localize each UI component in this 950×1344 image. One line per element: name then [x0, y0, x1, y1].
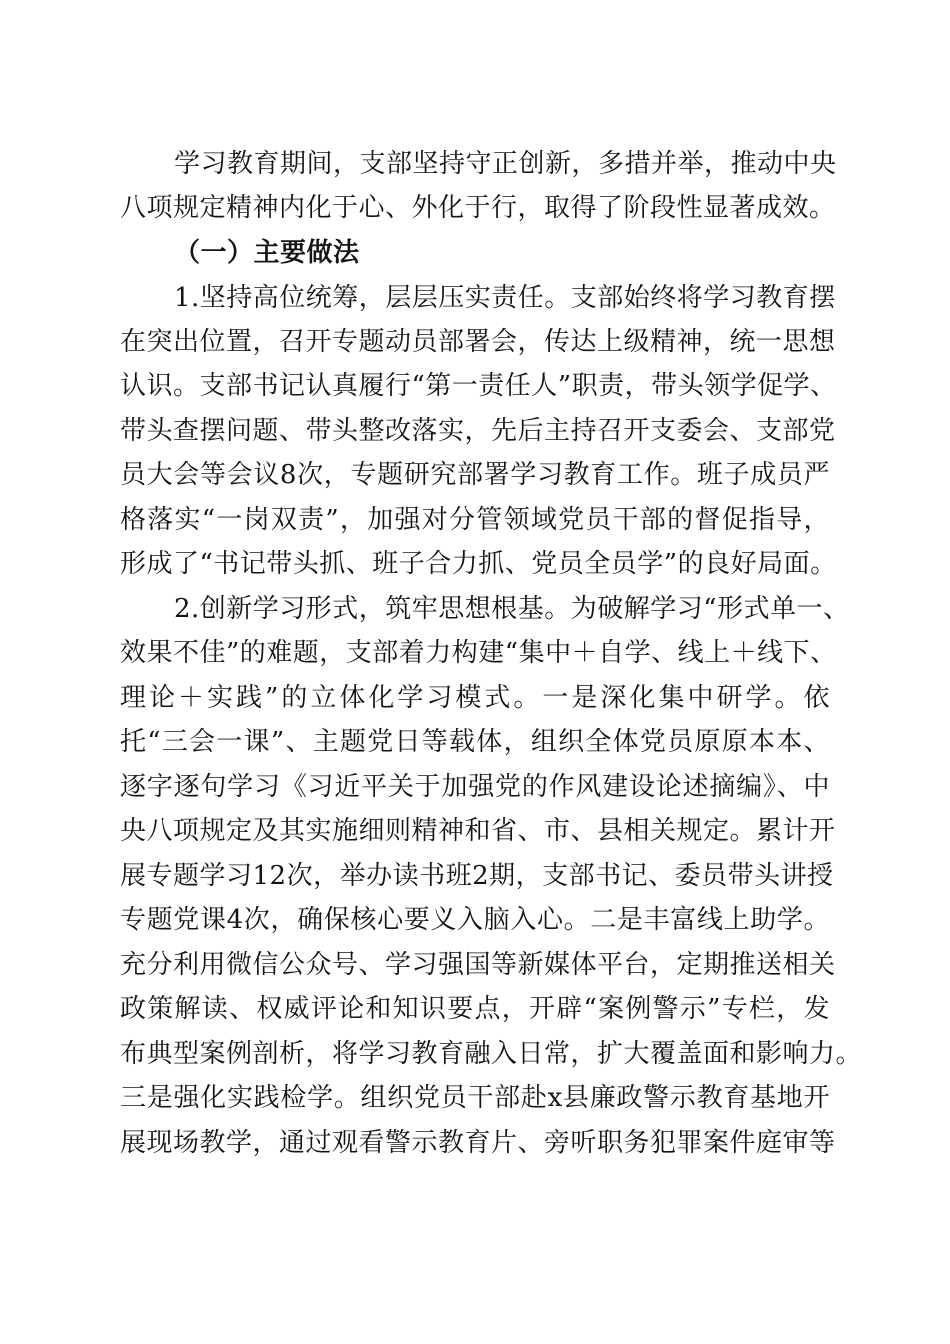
paragraph-2-line-2: 在突出位置，召开专题动员部署会，传达上级精神，统一思想 [120, 327, 836, 357]
paragraph-2-line-4: 带头查摆问题、带头整改落实，先后主持召开支委会、支部党 [120, 416, 836, 446]
section-heading: （一）主要做法 [174, 238, 360, 268]
paragraph-3-line-9: 充分利用微信公众号、学习强国等新媒体平台，定期推送相关 [120, 950, 836, 980]
paragraph-3-line-4: 托“三会一课”、主题党日等载体，组织全体党员原原本本、 [120, 727, 830, 757]
paragraph-3-line-8: 专题党课4次，确保核心要义入脑入心。二是丰富线上助学。 [120, 905, 830, 935]
paragraph-3-line-2: 效果不佳”的难题，支部着力构建“集中＋自学、线上＋线下、 [120, 638, 837, 668]
paragraph-3-line-5: 逐字逐句学习《习近平关于加强党的作风建设论述摘编》、中 [120, 772, 830, 802]
paragraph-3-line-3: 理论＋实践”的立体化学习模式。一是深化集中研学。依 [120, 683, 830, 713]
paragraph-2-line-7: 形成了“书记带头抓、班子合力抓、党员全员学”的良好局面。 [120, 549, 837, 579]
paragraph-3-line-11: 布典型案例剖析，将学习教育融入日常，扩大覆盖面和影响力。 [120, 1039, 863, 1069]
paragraph-2-line-5: 员大会等会议8次，专题研究部署学习教育工作。班子成员严 [120, 460, 830, 490]
paragraph-2-line-1: 1.坚持高位统筹，层层压实责任。支部始终将学习教育摆 [174, 283, 836, 313]
paragraph-3-line-13: 展现场教学，通过观看警示教育片、旁听职务犯罪案件庭审等 [120, 1128, 836, 1158]
paragraph-3-line-7: 展专题学习12次，举办读书班2期，支部书记、委员带头讲授 [120, 861, 834, 891]
paragraph-1-line-2: 八项规定精神内化于心、外化于行，取得了阶段性显著成效。 [120, 193, 836, 223]
paragraph-1-line-1: 学习教育期间，支部坚持守正创新，多措并举，推动中央 [174, 149, 837, 179]
paragraph-2-line-3: 认识。支部书记认真履行“第一责任人”职责，带头领学促学、 [120, 371, 837, 401]
paragraph-3-line-1: 2.创新学习形式，筑牢思想根基。为破解学习“形式单一、 [174, 594, 850, 624]
paragraph-3-line-12: 三是强化实践检学。组织党员干部赴x县廉政警示教育基地开 [120, 1083, 830, 1113]
paragraph-2-line-6: 格落实“一岗双责”，加强对分管领域党员干部的督促指导， [120, 505, 830, 535]
paragraph-3-line-10: 政策解读、权威评论和知识要点，开辟“案例警示”专栏，发 [120, 994, 830, 1024]
paragraph-3-line-6: 央八项规定及其实施细则精神和省、市、县相关规定。累计开 [120, 816, 836, 846]
